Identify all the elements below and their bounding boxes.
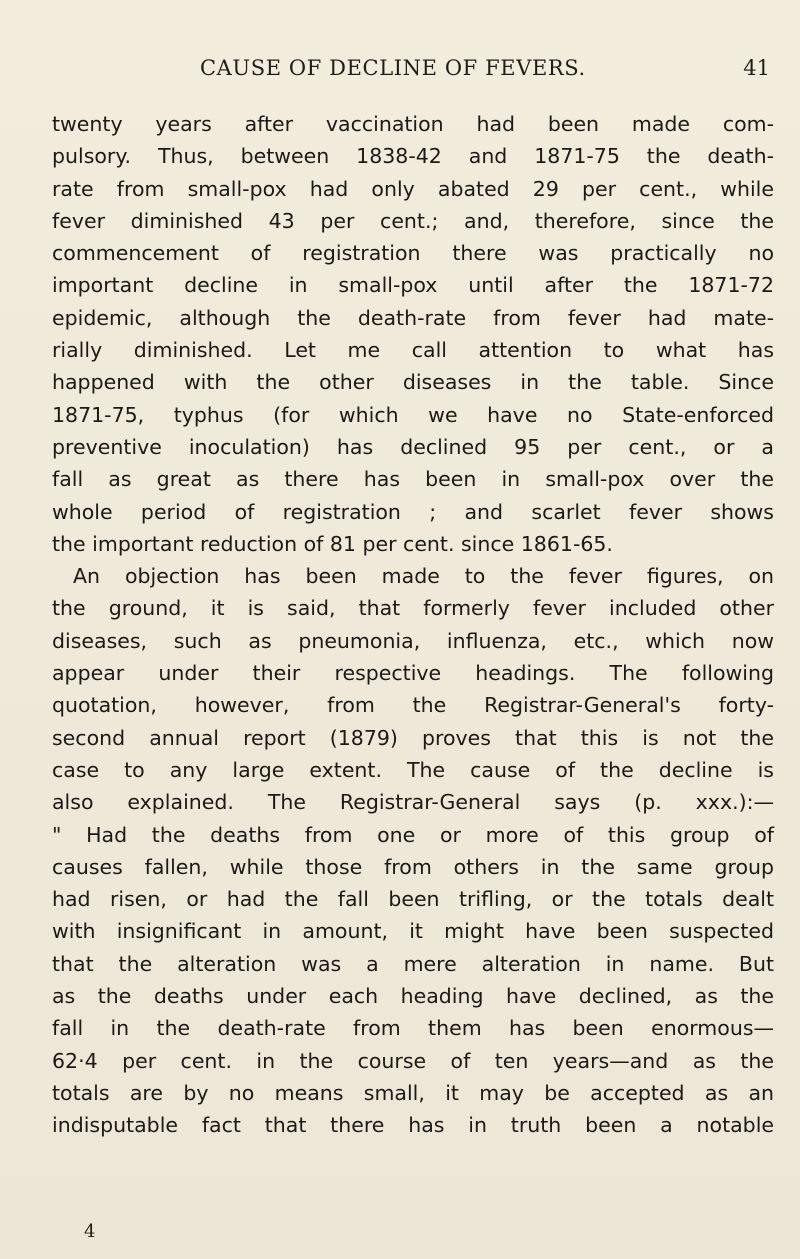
text-line: fall in the death-rate from them has been enormous— (52, 1016, 774, 1041)
running-title: CAUSE OF DECLINE OF FEVERS. (200, 56, 586, 80)
text-line: had risen, or had the fall been trifling, or the totals dealt (52, 887, 774, 912)
text-line: 1871-75, typhus (for which we have no State-enforced (52, 402, 774, 427)
text-line: whole period of registration ; and scarlet fever shows (52, 499, 774, 524)
text-line: 62·4 per cent. in the course of ten years—and as the (52, 1048, 774, 1073)
text-line: the ground, it is said, that formerly fever included other (52, 596, 774, 621)
running-head (52, 56, 770, 96)
text-line: that the alteration was a mere alteration in name. But (52, 951, 774, 976)
text-line: totals are by no means small, it may be accepted as an (52, 1080, 774, 1105)
text-line: second annual report (1879) proves that this is not the (52, 725, 774, 750)
text-line: appear under their respective headings. The following (52, 661, 774, 686)
text-line: epidemic, although the death-rate from fever had mate- (52, 305, 774, 330)
text-line: the important reduction of 81 per cent. since 1861-65. (52, 531, 613, 556)
text-line: also explained. The Registrar-General says (p. xxx.):— (52, 790, 774, 815)
text-line: preventive inoculation) has declined 95 per cent., or a (52, 434, 774, 459)
text-line: commencement of registration there was practically no (52, 241, 774, 266)
text-line: fever diminished 43 per cent.; and, therefore, since the (52, 208, 774, 233)
text-line: pulsory. Thus, between 1838-42 and 1871-75 the death- (52, 144, 774, 169)
text-line: " Had the deaths from one or more of this group of (52, 822, 774, 847)
text-line: fall as great as there has been in small-pox over the (52, 467, 774, 492)
text-line: with insignificant in amount, it might have been suspected (52, 919, 774, 944)
text-line: rially diminished. Let me call attention to what has (52, 338, 774, 363)
text-line: important decline in small-pox until after the 1871-72 (52, 273, 774, 298)
text-line: indisputable fact that there has in truth been a notable (52, 1113, 774, 1138)
page-number: 41 (743, 56, 770, 80)
text-line: case to any large extent. The cause of the decline is (52, 757, 774, 782)
text-line: as the deaths under each heading have declined, as the (52, 984, 774, 1009)
text-line: An objection has been made to the fever figures, on (73, 564, 774, 589)
text-line: causes fallen, while those from others in the same group (52, 854, 774, 879)
text-line: twenty years after vaccination had been made com- (52, 112, 774, 136)
body-text (52, 108, 774, 1142)
signature-mark: 4 (84, 1221, 96, 1242)
text-line: rate from small-pox had only abated 29 per cent., while (52, 176, 774, 201)
text-line: quotation, however, from the Registrar-General's forty- (52, 693, 774, 718)
text-line: happened with the other diseases in the table. Since (52, 370, 774, 395)
text-line: diseases, such as pneumonia, influenza, etc., which now (52, 628, 774, 653)
